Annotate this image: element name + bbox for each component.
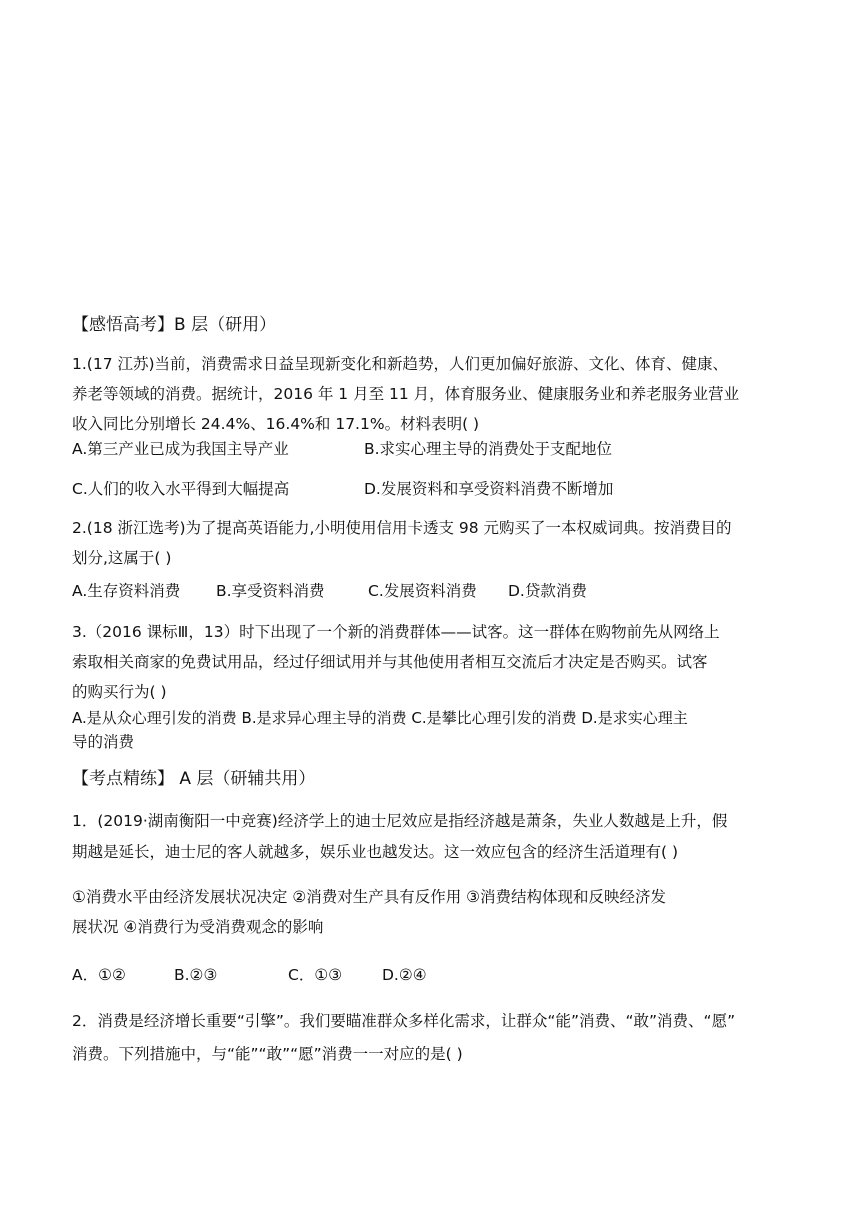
question-b3-line1: 3.（2016 课标Ⅲ，13）时下出现了一个新的消费群体——试客。这一群体在购物前先从网络上 [72,623,720,641]
option-b: B.享受资料消费 [216,582,325,600]
option-a: A．①② [72,966,126,984]
question-a1-items-line2: 展状况 ④消费行为受消费观念的影响 [72,918,324,936]
option-d: D.发展资料和享受资料消费不断增加 [364,480,614,498]
question-b1-options-row2 [72,474,798,504]
question-b1-line1: 1.(17 江苏)当前，消费需求日益呈现新变化和新趋势，人们更加偏好旅游、文化、体育、健康、 [72,355,729,373]
question-b2-options [72,576,798,606]
question-a1-line1: 1．(2019·湖南衡阳一中竞赛)经济学上的迪士尼效应是指经济越是萧条，失业人数越是上升，假 [72,812,728,830]
option-b: B.求实心理主导的消费处于支配地位 [364,440,613,458]
option-a: A.第三产业已成为我国主导产业 [72,440,289,458]
question-a1-items-line1: ①消费水平由经济发展状况决定 ②消费对生产具有反作用 ③消费结构体现和反映经济发 [72,888,667,906]
question-b3-options-line2: 导的消费 [72,733,135,751]
option-c: C．①③ [288,966,343,984]
question-b2-line2: 划分,这属于( ) [72,549,172,567]
section-b-heading: 【感悟高考】B 层（研用） [72,315,277,335]
question-a2-line1: 2．消费是经济增长重要“引擎”。我们要瞄准群众多样化需求，让群众“能”消费、“敢”消费、“愿” [72,1012,736,1030]
question-b3-line3: 的购买行为( ) [72,683,167,701]
option-a: A.生存资料消费 [72,582,181,600]
question-a2-line2: 消费。下列措施中，与“能”“敢”“愿”消费一一对应的是( ) [72,1045,463,1063]
question-a1-line2: 期越是延长，迪士尼的客人就越多，娱乐业也越发达。这一效应包含的经济生活道理有( ) [72,843,679,861]
question-b1-line3: 收入同比分别增长 24.4%、16.4%和 17.1%。材料表明( ) [72,415,480,433]
question-b2-line1: 2.(18 浙江选考)为了提高英语能力,小明使用信用卡透支 98 元购买了一本权威词典。按消费目的 [72,519,732,537]
question-b1-line2: 养老等领域的消费。据统计，2016 年 1 月至 11 月，体育服务业、健康服务业和养老服务业营业 [72,385,740,403]
option-c: C.发展资料消费 [368,582,477,600]
section-a-heading: 【考点精练】 A 层（研辅共用） [72,769,316,789]
option-c: C.人们的收入水平得到大幅提高 [72,480,290,498]
option-b: B.②③ [174,966,218,984]
option-d: D.贷款消费 [508,582,587,600]
question-b3-options-line1: A.是从众心理引发的消费 B.是求异心理主导的消费 C.是攀比心理引发的消费 D.是求实心理主 [72,709,688,727]
question-b3-line2: 索取相关商家的免费试用品，经过仔细试用并与其他使用者相互交流后才决定是否购买。试客 [72,653,708,671]
question-b1-options-row1 [72,434,798,464]
option-d: D.②④ [382,966,427,984]
question-a1-options [72,960,798,990]
